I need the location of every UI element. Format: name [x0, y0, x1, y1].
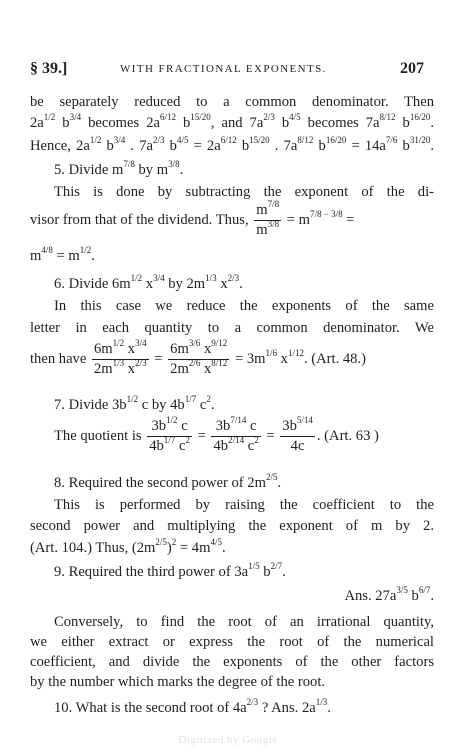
- text-line: The quotient is $\frac{3b^{1/2} c}{4b^{1/7} c^2}$ = $\frac{3b^{7/14} c}{4b^{2/14} c^2}$ = $\frac{3b^{5/14}}{4c}$ . (Art. 63 ): [54, 415, 379, 454]
- text-line: be separately reduced to a common denominator. Then: [30, 94, 434, 110]
- answer-line: Ans. $27a^{3/5}$ $b^{6/7}$.: [344, 585, 434, 604]
- text-line: In this case we reduce the exponents of the same: [54, 298, 434, 314]
- text-line: then have $\frac{6m^{1/2} x^{3/4}}{2m^{1/3} x^{2/3}}$ = $\frac{6m^{3/6} x^{9/12}}{2m^{2/6} x^{8/12}}$ = $3m^{1/6}$ $x^{1/12}$. (Art. 48.): [30, 338, 366, 377]
- text-line: coefficient, and divide the exponents of the other factors: [30, 654, 434, 670]
- text-line: (Art. 104.) Thus, $(2m^{2/5})^2 = 4m^{4/5}$.: [30, 537, 226, 556]
- exercise-line: 9. Required the third power of $3a^{1/5}$ $b^{2/7}$.: [54, 561, 286, 580]
- running-header: [30, 60, 436, 82]
- watermark: Digitized by Google: [178, 734, 278, 746]
- text-line: $2a^{1/2}$ $b^{3/4}$ becomes $2a^{6/12}$ $b^{15/20}$, and $7a^{2/3}$ $b^{4/5}$ becomes $7a^{8/12}$ $b^{16/20}$.: [30, 112, 435, 131]
- page-number: 207: [400, 60, 424, 77]
- text-line: second power and multiplying the exponent of m by 2.: [30, 518, 434, 534]
- running-title: WITH FRACTIONAL EXPONENTS.: [120, 63, 327, 75]
- text-line: This is done by subtracting the exponent of the di-: [54, 184, 434, 200]
- text-line: we either extract or express the root of the numerical: [30, 634, 434, 650]
- exercise-line: 6. Divide $6m^{1/2}$ $x^{3/4}$ by $2m^{1/3}$ $x^{2/3}$.: [54, 273, 243, 292]
- text-line: Hence, $2a^{1/2}$ $b^{3/4}$ . $7a^{2/3}$ $b^{4/5} = 2a^{6/12}$ $b^{15/20}$ . $7a^{8/12}$ $b^{16/20} = 14a^{7/6}$ $b^{31/20}$.: [30, 135, 435, 154]
- text-line: by the number which marks the degree of the root.: [30, 674, 326, 690]
- text-line: $m^{4/8} = m^{1/2}$.: [30, 245, 95, 264]
- text-line: Conversely, to find the root of an irrational quantity,: [54, 614, 434, 630]
- section-number: § 39.]: [30, 60, 68, 77]
- text-line: This is performed by raising the coefficient to the: [54, 497, 434, 513]
- exercise-line: 7. Divide $3b^{1/2}$ c by $4b^{1/7}$ $c^2$.: [54, 394, 215, 413]
- exercise-line: 10. What is the second root of $4a^{2/3}$ ? Ans. $2a^{1/3}$.: [54, 697, 331, 716]
- text-line: visor from that of the dividend. Thus, $\frac{m^{7/8}}{m^{3/8}}$ = $m^{7/8 - 3/8}$ =: [30, 199, 355, 238]
- exercise-line: 8. Required the second power of $2m^{2/5}$.: [54, 472, 282, 491]
- exercise-line: 5. Divide $m^{7/8}$ by $m^{3/8}$.: [54, 159, 184, 178]
- text-line: letter in each quantity to a common denominator. We: [30, 320, 434, 336]
